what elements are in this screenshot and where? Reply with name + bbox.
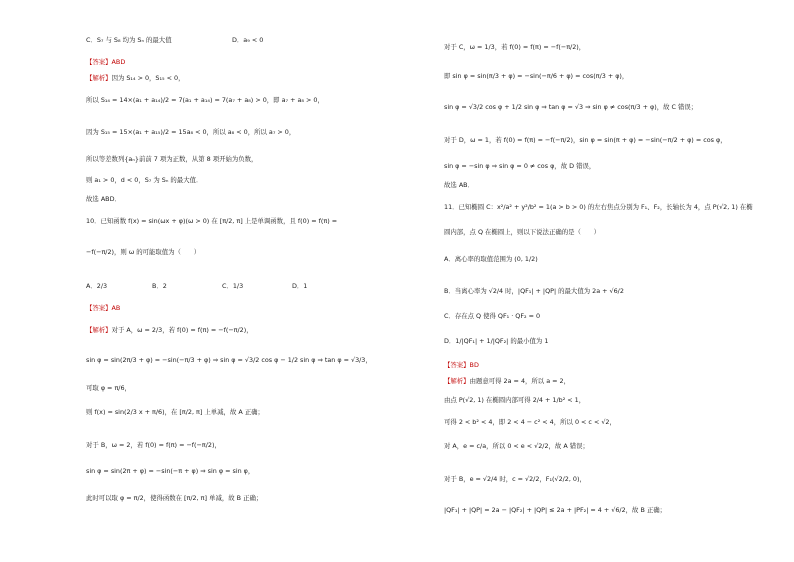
question-10-stem: −f(−π/2)，则 ω 的可能取值为（ ）: [86, 248, 201, 256]
explanation-line: 【解析】因为 S₁₄ > 0，S₁₅ < 0，: [86, 74, 185, 82]
explanation-line: 对 A，e = c/a，所以 0 < e < √2/2，故 A 错误；: [444, 442, 589, 450]
explanation-line: 由点 P(√2, 1) 在椭圆内部可得 2/4 + 1/b² < 1，: [444, 396, 586, 404]
explanation-line: 此时可以取 φ = π/2，使得函数在 [π/2, π] 单减，故 B 正确；: [86, 494, 263, 502]
explanation-line: 可取 φ = π/6，: [86, 384, 131, 392]
explanation-line: 故选 AB．: [444, 181, 474, 189]
question-11-stem: 11．已知椭圆 C：x²/a² + y²/b² = 1(a > b > 0) 的左右焦点分别为 F₁、F₂，长轴长为 4，点 P(√2, 1) 在椭: [444, 203, 753, 211]
explanation-line: 所以 S₁₄ = 14×(a₁ + a₁₄)/2 = 7(a₁ + a₁₄) = 7(a₇ + a₈) > 0，即 a₇ + a₈ > 0，: [86, 96, 324, 104]
q10-choice-a: A．2/3: [86, 282, 108, 290]
explanation-line: 故选 ABD．: [86, 195, 121, 203]
explanation-line: 【解析】对于 A，ω = 2/3，若 f(0) = f(π) = −f(−π/2)，: [86, 326, 253, 334]
explanation-line: 即 sin φ = sin(π/3 + φ) = −sin(−π/6 + φ) = cos(π/3 + φ)，: [444, 72, 629, 80]
q10-choice-b: B．2: [152, 282, 167, 290]
choice-c-text: C．S₇ 与 S₈ 均为 Sₙ 的最大值: [86, 36, 172, 44]
answer-label: 【答案】ABD: [86, 58, 126, 66]
q11-choice-a: A．离心率的取值范围为 (0, 1/2): [444, 255, 538, 263]
explanation-line: sin φ = √3/2 cos φ + 1/2 sin φ ⇒ tan φ = √3 ⇒ sin φ ≠ cos(π/3 + φ)，故 C 错误；: [444, 103, 698, 111]
q11-choice-c: C．存在点 Q 使得 QF₁ · QF₂ = 0: [444, 312, 541, 320]
explanation-line: |QF₁| + |QP| = 2a − |QF₂| + |QP| ≤ 2a + |PF₂| = 4 + √6/2，故 B 正确；: [444, 506, 667, 514]
explanation-line: 对于 B，ω = 2，若 f(0) = f(π) = −f(−π/2)，: [86, 441, 221, 449]
explanation-line: 对于 D，ω = 1，若 f(0) = f(π) = −f(−π/2)，sin φ = sin(π + φ) = −sin(−π/2 + φ) = cos φ，: [444, 136, 727, 144]
explanation-tag: 【解析】: [86, 74, 112, 82]
explanation-tag: 【解析】: [444, 377, 470, 385]
q11-choice-b: B．当离心率为 √2/4 时，|QF₁| + |QP| 的最大值为 2a + √6/2: [444, 287, 624, 295]
explanation-line: 因为 S₁₅ = 15×(a₁ + a₁₅)/2 = 15a₈ < 0，所以 a₈ < 0，所以 a₇ > 0，: [86, 128, 296, 136]
question-11-stem: 圆内部，点 Q 在椭圆上，则以下说法正确的是（ ）: [444, 228, 601, 236]
explanation-line: 则 a₁ > 0，d < 0，S₇ 为 Sₙ 的最大值．: [86, 176, 203, 184]
answer-label: 【答案】BD: [444, 361, 479, 369]
question-10-stem: 10．已知函数 f(x) = sin(ωx + φ)(ω > 0) 在 [π/2, π] 上是单调函数，且 f(0) = f(π) =: [86, 217, 338, 225]
explanation-line: sin φ = sin(2π/3 + φ) = −sin(−π/3 + φ) ⇒ sin φ = √3/2 cos φ − 1/2 sin φ ⇒ tan φ = √3/3，: [86, 356, 372, 364]
q11-choice-d: D．1/|QF₁| + 1/|QF₂| 的最小值为 1: [444, 337, 549, 345]
explanation-line: 可得 2 < b² < 4，即 2 < 4 − c² < 4，所以 0 < c < √2，: [444, 418, 616, 426]
explanation-line: sin φ = sin(2π + φ) = −sin(−π + φ) ⇒ sin φ = sin φ，: [86, 467, 255, 475]
q10-choice-c: C．1/3: [222, 282, 244, 290]
answer-label: 【答案】AB: [86, 304, 121, 312]
explanation-tag: 【解析】: [86, 326, 112, 334]
explanation-line: 对于 C，ω = 1/3，若 f(0) = f(π) = −f(−π/2)，: [444, 43, 586, 51]
q10-choice-d: D．1: [292, 282, 308, 290]
explanation-line: 所以等差数列{aₙ}前前 7 项为正数，从第 8 项开始为负数，: [86, 155, 258, 163]
explanation-line: 则 f(x) = sin(2/3 x + π/6)，在 [π/2, π] 上单减，故 A 正确；: [86, 408, 264, 416]
explanation-line: sin φ = −sin φ ⇒ sin φ = 0 ≠ cos φ，故 D 错误，: [444, 162, 596, 170]
explanation-line: 对于 B，e = √2/4 时，c = √2/2，F₁(√2/2, 0)，: [444, 475, 586, 483]
choice-d-text: D．a₉ < 0: [232, 36, 264, 44]
explanation-line: 【解析】由题意可得 2a = 4，所以 a = 2，: [444, 377, 571, 385]
